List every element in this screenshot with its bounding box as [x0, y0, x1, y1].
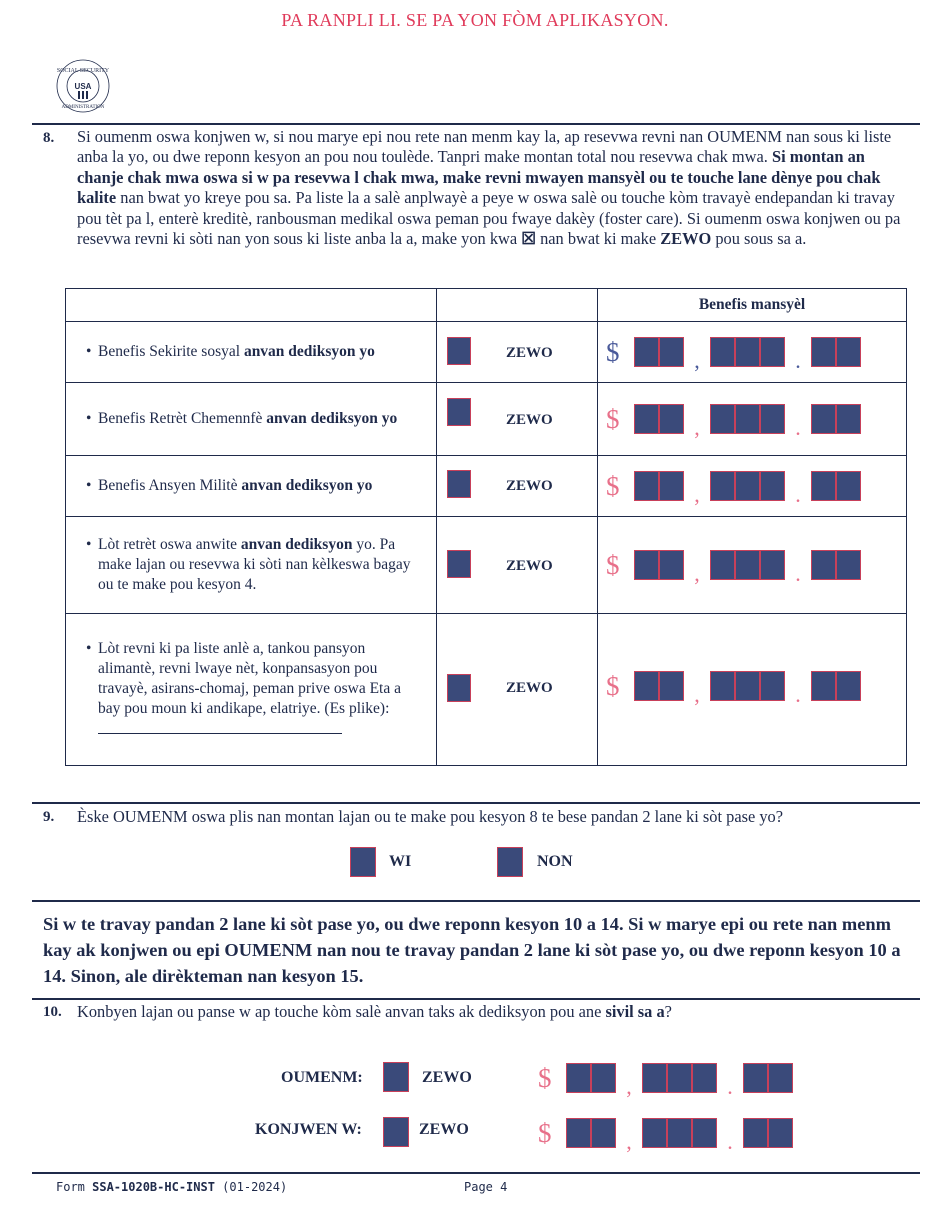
divider-top [32, 123, 920, 125]
amount-digit-box[interactable] [642, 1063, 667, 1093]
amount-digit-box[interactable] [710, 671, 735, 701]
dollar-sign: $ [538, 1117, 552, 1148]
amount-digit-box[interactable] [634, 671, 659, 701]
amount-digit-box[interactable] [634, 550, 659, 580]
amount-digit-box[interactable] [634, 404, 659, 434]
logo-text-bottom: ADMINISTRATION [61, 105, 105, 110]
amount-digit-box[interactable] [836, 550, 861, 580]
decimal-separator: . [795, 561, 801, 586]
dollar-sign: $ [606, 337, 620, 367]
self-zero-checkbox[interactable] [383, 1062, 409, 1092]
amount-digit-box[interactable] [811, 471, 836, 501]
zero-label: ZEWO [506, 412, 553, 428]
spouse-zero-label: ZEWO [419, 1121, 469, 1138]
zero-checkbox[interactable] [447, 337, 471, 365]
header-empty-label [66, 289, 437, 322]
amount-digit-box[interactable] [692, 1063, 717, 1093]
amount-digit-box[interactable] [659, 337, 684, 367]
decimal-separator: . [795, 482, 801, 507]
amount-digit-box[interactable] [591, 1063, 616, 1093]
amount-digit-box[interactable] [710, 404, 735, 434]
dollar-sign: $ [606, 404, 620, 434]
spouse-amount-field [538, 1117, 793, 1154]
amount-field [606, 670, 861, 707]
amount-digit-box[interactable] [743, 1118, 768, 1148]
decimal-separator: . [795, 348, 801, 373]
self-zero-label: ZEWO [422, 1069, 472, 1086]
amount-digit-box[interactable] [836, 404, 861, 434]
amount-field [606, 470, 861, 507]
amount-digit-box[interactable] [735, 404, 760, 434]
table-row [66, 383, 907, 456]
comma-separator: , [626, 1074, 632, 1099]
zero-checkbox[interactable] [447, 398, 471, 426]
amount-digit-box[interactable] [659, 404, 684, 434]
q10-number: 10. [43, 1004, 62, 1020]
amount-digit-box[interactable] [760, 337, 785, 367]
zero-label: ZEWO [506, 558, 553, 574]
amount-digit-box[interactable] [566, 1118, 591, 1148]
amount-digit-box[interactable] [634, 471, 659, 501]
amount-digit-box[interactable] [667, 1063, 692, 1093]
table-row [66, 322, 907, 383]
amount-digit-box[interactable] [811, 671, 836, 701]
amount-digit-box[interactable] [768, 1118, 793, 1148]
amount-digit-box[interactable] [836, 471, 861, 501]
amount-digit-box[interactable] [642, 1118, 667, 1148]
zero-label: ZEWO [506, 680, 553, 696]
amount-digit-box[interactable] [735, 471, 760, 501]
q8-text: Si oumenm oswa konjwen w, si nou marye epi nou rete nan menm kay la, ap resevwa revni nan OUMENM nan sous ki liste anba la yo, ou dwe reponn kesyon an pou nou toulède. Tanpri make montan total nou resevwa chak mwa. Si montan an chanje chak mwa oswa si w pa resevwa l chak mwa, make revni mwayen mansyèl ou te touche lane dènye pou chak kalite nan bwat yo kreye pou sa. Pa liste la a salè anplwayè a peye w oswa salè ou touche kòm travayè endepandan ki travay pou tèt pa l, enterè kreditè, ranbousman medikal oswa peman pou fwaye dakèy (foster care). Si oumenm oswa konjwen ou pa resevwa revni ki sòti nan yon sous ki liste anba la a, make yon kwa ☒ nan bwat ki make ZEWO pou sous sa a. [77, 127, 901, 249]
decimal-separator: . [727, 1129, 733, 1154]
amount-digit-box[interactable] [811, 550, 836, 580]
q8-number: 8. [43, 130, 55, 146]
divider-q10 [32, 998, 920, 1000]
table-row [66, 614, 907, 766]
logo-text-top: SOCIAL SECURITY [56, 68, 110, 74]
table-row [66, 517, 907, 614]
no-label: NON [537, 853, 573, 870]
zero-checkbox[interactable] [447, 470, 471, 498]
decimal-separator: . [727, 1074, 733, 1099]
header-monthly-benefits: Benefis mansyèl [598, 289, 907, 322]
spouse-zero-checkbox[interactable] [383, 1117, 409, 1147]
zero-checkbox[interactable] [447, 550, 471, 578]
amount-digit-box[interactable] [760, 404, 785, 434]
zero-checkbox[interactable] [447, 674, 471, 702]
amount-digit-box[interactable] [836, 671, 861, 701]
self-label: OUMENM: [281, 1069, 363, 1086]
decimal-separator: . [795, 682, 801, 707]
comma-separator: , [694, 348, 700, 373]
ssa-logo-icon [52, 58, 114, 114]
amount-digit-box[interactable] [710, 471, 735, 501]
dollar-sign: $ [606, 471, 620, 501]
zero-label: ZEWO [506, 345, 553, 361]
amount-digit-box[interactable] [710, 337, 735, 367]
instruction-text: Si w te travay pandan 2 lane ki sòt pase yo, ou dwe reponn kesyon 10 a 14. Si w marye epi ou rete nan menm kay ak konjwen ou epi OUMENM nan nou te travay pandan 2 lane ki sòt pase yo, ou dwe reponn kesyon 10 a 14. Sinon, ale dirèkteman nan kesyon 15. [43, 914, 901, 986]
amount-digit-box[interactable] [659, 471, 684, 501]
row-label: • Benefis Retrèt Chemennfè anvan dediksyon yo [88, 409, 426, 429]
logo-text-center: USA [74, 82, 92, 91]
q10-text: Konbyen lajan ou panse w ap touche kòm salè anvan taks ak dediksyon pou ane sivil sa a? [77, 1002, 672, 1021]
yes-label: WI [389, 853, 412, 870]
page-number: Page 4 [464, 1180, 508, 1194]
amount-digit-box[interactable] [811, 404, 836, 434]
zero-label: ZEWO [506, 478, 553, 494]
amount-digit-box[interactable] [743, 1063, 768, 1093]
row-label: • Benefis Ansyen Militè anvan dediksyon yo [88, 476, 426, 496]
comma-separator: , [694, 561, 700, 586]
comma-separator: , [694, 682, 700, 707]
spouse-label: KONJWEN W: [255, 1121, 362, 1138]
amount-digit-box[interactable] [710, 550, 735, 580]
divider-instruction [32, 900, 920, 902]
amount-digit-box[interactable] [566, 1063, 591, 1093]
amount-digit-box[interactable] [760, 471, 785, 501]
amount-digit-box[interactable] [760, 550, 785, 580]
amount-digit-box[interactable] [735, 671, 760, 701]
form-id: SSA-1020B-HC-INST [92, 1180, 215, 1194]
yes-checkbox[interactable] [350, 847, 376, 877]
divider-q9 [32, 802, 920, 804]
dollar-sign: $ [606, 550, 620, 580]
checked-box-icon: ☒ [521, 229, 536, 249]
amount-digit-box[interactable] [811, 337, 836, 367]
amount-digit-box[interactable] [634, 337, 659, 367]
amount-digit-box[interactable] [692, 1118, 717, 1148]
comma-separator: , [626, 1129, 632, 1154]
row-label: • Lòt retrèt oswa anwite anvan dediksyon yo. Pa make lajan ou resevwa ki sòti nan kèlkeswa bagay ou te make pou kesyon 4. [88, 535, 426, 595]
q9-number: 9. [43, 809, 55, 825]
row-label: • Lòt revni ki pa liste anlè a, tankou pansyon alimantè, revni lwaye nèt, konpansasyon pou travayè, asirans-chomaj, peman prive oswa Eta a bay pou moun ki andikape, elatriye. (Es plike): [88, 639, 426, 740]
amount-digit-box[interactable] [659, 550, 684, 580]
banner-notice: PA RANPLI LI. SE PA YON FÒM APLIKASYON. [281, 10, 669, 30]
amount-digit-box[interactable] [591, 1118, 616, 1148]
amount-digit-box[interactable] [735, 550, 760, 580]
decimal-separator: . [795, 415, 801, 440]
amount-digit-box[interactable] [768, 1063, 793, 1093]
amount-digit-box[interactable] [667, 1118, 692, 1148]
header-empty-zero [437, 289, 598, 322]
dollar-sign: $ [538, 1062, 552, 1093]
no-checkbox[interactable] [497, 847, 523, 877]
amount-field [606, 549, 861, 586]
amount-field [606, 336, 861, 373]
divider-footer [32, 1172, 920, 1174]
amount-digit-box[interactable] [760, 671, 785, 701]
amount-digit-box[interactable] [659, 671, 684, 701]
explain-line[interactable] [98, 719, 342, 734]
amount-digit-box[interactable] [735, 337, 760, 367]
comma-separator: , [694, 482, 700, 507]
q9-text: Èske OUMENM oswa plis nan montan lajan ou te make pou kesyon 8 te bese pandan 2 lane ki sòt pase yo? [77, 807, 784, 826]
amount-field [606, 403, 861, 440]
benefits-table [65, 288, 907, 766]
row-label: • Benefis Sekirite sosyal anvan dediksyon yo [88, 342, 426, 362]
dollar-sign: $ [606, 671, 620, 701]
table-row [66, 456, 907, 517]
amount-digit-box[interactable] [836, 337, 861, 367]
comma-separator: , [694, 415, 700, 440]
self-amount-field [538, 1062, 793, 1099]
footer: Form SSA-1020B-HC-INST (01-2024) Page 4 [56, 1180, 508, 1194]
